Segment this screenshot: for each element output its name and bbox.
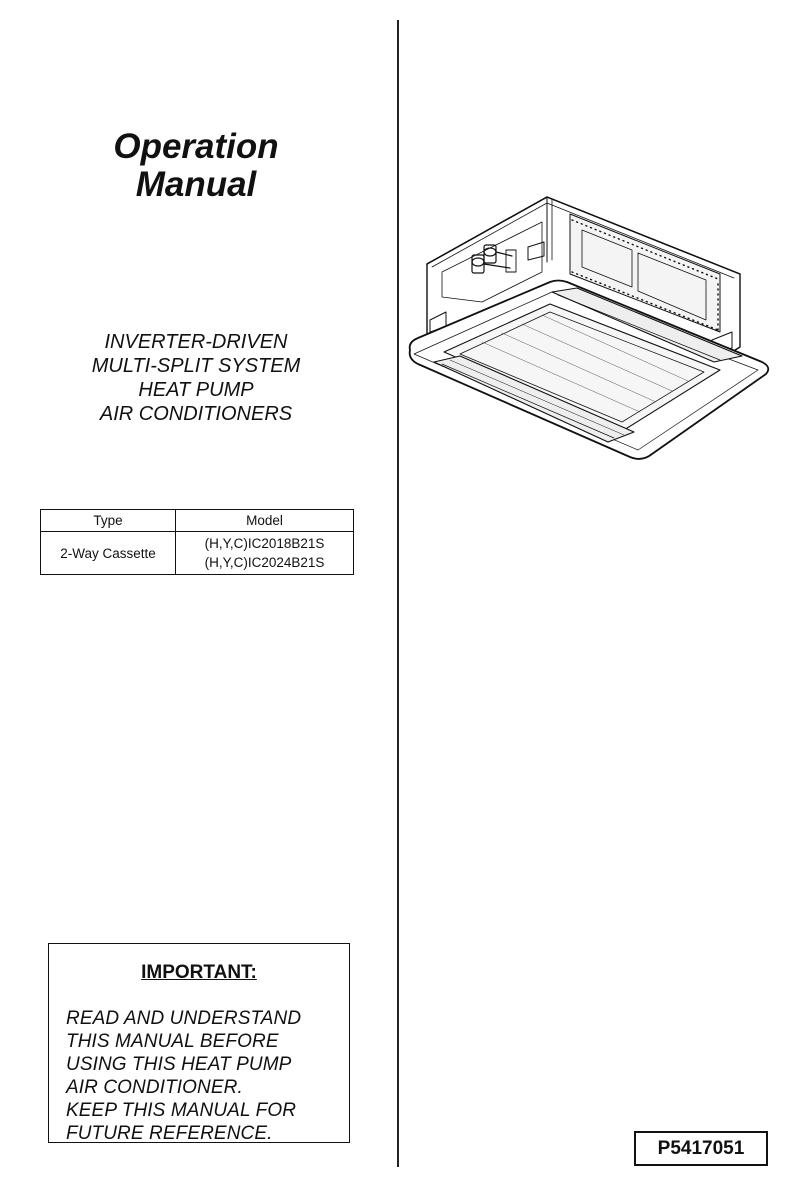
cell-type: 2-Way Cassette [41, 532, 176, 575]
subtitle-line-3: HEAT PUMP [138, 379, 254, 401]
subtitle-line-1: INVERTER-DRIVEN [104, 331, 288, 353]
important-heading: IMPORTANT: [141, 962, 257, 983]
important-notice [48, 943, 350, 1143]
title-line-1: Operation [113, 127, 279, 166]
subtitle-line-2: MULTI-SPLIT SYSTEM [91, 355, 301, 377]
table-header-row [41, 510, 354, 532]
important-line: AIR CONDITIONER. [66, 1077, 243, 1098]
subtitle-line-4: AIR CONDITIONERS [99, 403, 293, 425]
important-line: READ AND UNDERSTAND [66, 1008, 302, 1029]
important-line: USING THIS HEAT PUMP [66, 1054, 292, 1075]
model-number: (H,Y,C)IC2024B21S [204, 555, 325, 570]
title-line-2: Manual [135, 165, 257, 204]
product-description [40, 330, 352, 426]
table-row [41, 532, 354, 575]
model-number: (H,Y,C)IC2018B21S [204, 536, 325, 551]
part-number: P5417051 [634, 1131, 768, 1166]
cell-models [176, 532, 354, 575]
important-line: KEEP THIS MANUAL FOR [66, 1100, 297, 1121]
important-line: THIS MANUAL BEFORE [66, 1031, 279, 1052]
column-header-type: Type [41, 510, 176, 532]
vertical-divider [397, 20, 399, 1167]
column-header-model: Model [176, 510, 354, 532]
important-body [66, 1007, 301, 1145]
model-table [40, 509, 354, 575]
important-line: FUTURE REFERENCE. [66, 1123, 273, 1144]
manual-title [40, 128, 352, 204]
cassette-unit-illustration [402, 192, 774, 472]
